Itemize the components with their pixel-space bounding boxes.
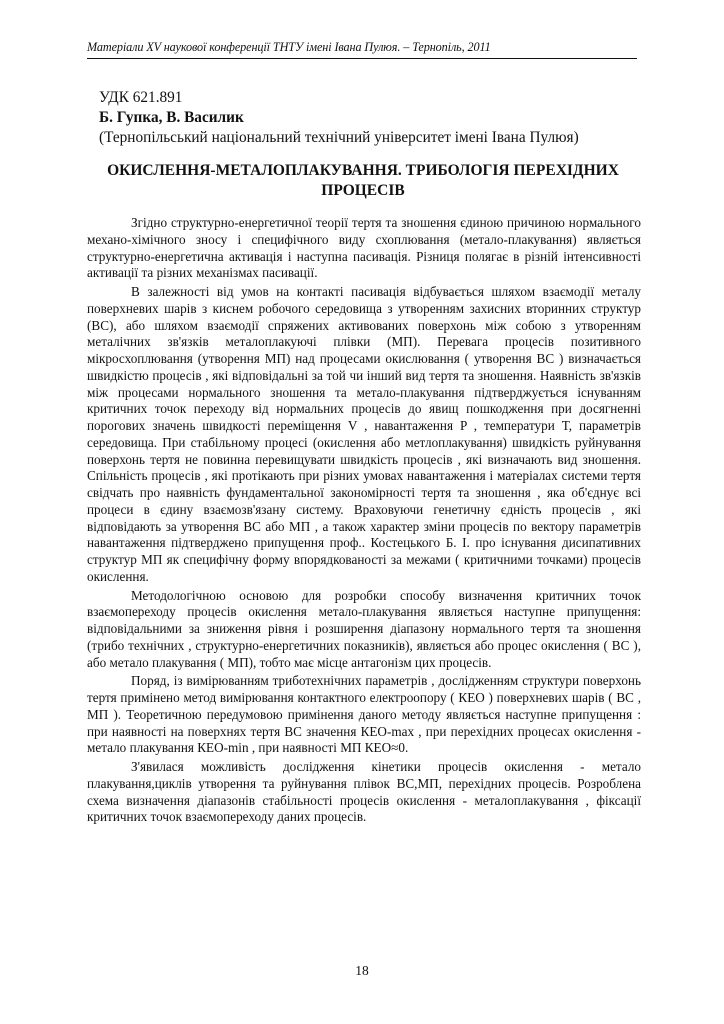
article-body (87, 215, 641, 828)
paragraph: В залежності від умов на контакті пасивація відбувається шляхом взаємодії металу поверхневих шарів з киснем робочого середовища з утворенням захисних вторинних структур (ВС), або шляхом взаємодії спряжених активованих поверхонь між собою з утворенням металічних зв'язків металоплакуючі плівки (МП). Перевага процесів позитивного мікросхоплювання (утворення МП) над процесами окислювання ( утворення ВС ) визначається швидкістю процесів , які відповідальні за той чи інший вид тертя та зношення. Наявність зв'язків між процесами нормального зношення та метало-плакування підтверджується існуванням критичних точок переходу від нормальних процесів до явищ пошкодження при досягненні порогових значень швидкості переміщення V , навантаження P , температури T, параметрів середовища. При стабільному процесі (окислення або метлоплакування) швидкість руйнування поверхонь тертя не повинна перевищувати швидкість процесів , які визначають вид зношення. Спільність процесів , які протікають при різних умовах навантаження і матеріалах системи тертя свідчать про наявність фундаментальної закономірності тертя та зношення , яка об'єднує всі процеси в єдину взаємозв'язану систему. Враховуючи генетичну єдність процесів , які відповідають за утворення ВС або МП , а також характер зміни процесів по вектору параметрів навантаження підтверджено припущення проф.. Костецького Б. І. про існування дисипативних структур МП як специфічну форму впорядкованості за межами ( критичними точками) процесів окислення. (87, 284, 641, 584)
article-title: ОКИСЛЕННЯ-МЕТАЛОПЛАКУВАННЯ. ТРИБОЛОГІЯ ПЕРЕХІДНИХ ПРОЦЕСІВ (107, 162, 619, 199)
paragraph: З'явилася можливість дослідження кінетики процесів окислення - метало плакування,циклів утворення та руйнування плівок ВС,МП, перехідних процесів. Розроблена схема визначення діапазонів стабільності процесів окислення - металоплакування , фіксації критичних точок взаємопереходу даних процесів. (87, 759, 641, 825)
udc-code: УДК 621.891 (99, 89, 183, 106)
paragraph: Згідно структурно-енергетичної теорії тертя та зношення єдиною причиною нормального механо-хімічного зносу і специфічного виду схоплювання (метало-плакування) являється структурно-енергетична активація і наступна пасивація. Різниця полягає в різній інтенсивності активації та різних механізмах пасивації. (87, 215, 641, 281)
affiliation: (Тернопільський національний технічний університет імені Івана Пулюя) (99, 129, 579, 146)
page-number: 18 (355, 963, 369, 978)
paragraph: Поряд, із вимірюванням триботехнічних параметрів , дослідженням структури поверхонь тертя примінено метод вимірювання контактного електроопору ( КЕО ) поверхневих шарів ( ВС , МП ). Теоретичною передумовою примінення даного методу являється наступне припущення : при наявності на поверхнях тертя ВС значення КЕО-max , при перехідних процесах окислення - метало плакування КЕО-min , при наявності МП КЕО≈0. (87, 673, 641, 756)
paragraph: Методологічною основою для розробки способу визначення критичних точок взаємопереходу процесів окислення метало-плакування являється наступне припущення: відповідальними за зниження рівня і розширення діапазону нормального тертя та зношення (трибо технічних , структурно-енергетичних показників), являється або процес окислення ( ВС ), або метало плакування ( МП), тобто має місце антагонізм цих процесів. (87, 587, 641, 670)
running-header: Матеріали XV наукової конференції ТНТУ імені Івана Пулюя. – Тернопіль, 2011 (87, 40, 637, 59)
authors: Б. Гупка, В. Василик (99, 109, 244, 126)
article-meta (99, 88, 579, 148)
